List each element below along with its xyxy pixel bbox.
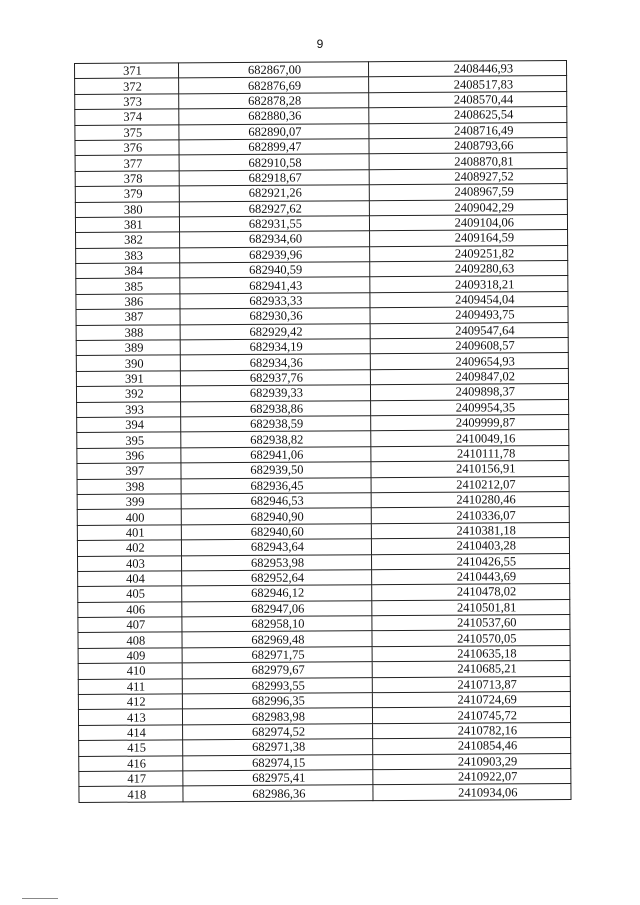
x-coordinate-cell: 682929,42: [180, 323, 370, 340]
point-number-cell: 378: [75, 171, 179, 187]
point-number-cell: 387: [76, 309, 180, 325]
x-coordinate-cell: 682910,58: [179, 154, 369, 171]
y-coordinate-cell: 2408967,59: [369, 184, 567, 201]
point-number-cell: 373: [75, 94, 179, 110]
point-number-cell: 380: [75, 201, 179, 217]
x-coordinate-cell: 682952,64: [182, 570, 372, 587]
x-coordinate-cell: 682933,33: [180, 293, 370, 310]
x-coordinate-cell: 682953,98: [182, 554, 372, 571]
x-coordinate-cell: 682934,19: [180, 339, 370, 356]
point-number-cell: 406: [78, 602, 182, 618]
x-coordinate-cell: 682939,96: [180, 246, 370, 263]
x-coordinate-cell: 682993,55: [182, 677, 372, 694]
y-coordinate-cell: 2409847,02: [370, 368, 568, 385]
x-coordinate-cell: 682943,64: [181, 539, 371, 556]
x-coordinate-cell: 682947,06: [182, 600, 372, 617]
y-coordinate-cell: 2410685,21: [372, 661, 570, 678]
y-coordinate-cell: 2410922,07: [373, 768, 571, 785]
point-number-cell: 385: [76, 278, 180, 294]
y-coordinate-cell: 2410280,46: [371, 491, 569, 508]
y-coordinate-cell: 2409493,75: [370, 307, 568, 324]
point-number-cell: 375: [75, 124, 179, 140]
x-coordinate-cell: 682974,15: [183, 754, 373, 771]
y-coordinate-cell: 2410903,29: [373, 753, 571, 770]
x-coordinate-cell: 682878,28: [179, 92, 369, 109]
point-number-cell: 414: [79, 725, 183, 741]
point-number-cell: 405: [78, 586, 182, 602]
x-coordinate-cell: 682938,82: [181, 431, 371, 448]
point-number-cell: 374: [75, 109, 179, 125]
y-coordinate-cell: 2410501,81: [372, 599, 570, 616]
x-coordinate-cell: 682979,67: [182, 662, 372, 679]
point-number-cell: 384: [76, 263, 180, 279]
x-coordinate-cell: 682939,50: [181, 462, 371, 479]
y-coordinate-cell: 2408625,54: [369, 107, 567, 124]
coordinates-table: [74, 60, 572, 803]
y-coordinate-cell: 2409104,06: [369, 214, 567, 231]
x-coordinate-cell: 682938,86: [181, 400, 371, 417]
y-coordinate-cell: 2409454,04: [370, 291, 568, 308]
point-number-cell: 398: [77, 478, 181, 494]
x-coordinate-cell: 682940,90: [181, 508, 371, 525]
point-number-cell: 417: [79, 771, 183, 787]
y-coordinate-cell: 2410724,69: [372, 691, 570, 708]
y-coordinate-cell: 2410111,78: [371, 445, 569, 462]
y-coordinate-cell: 2409164,59: [370, 230, 568, 247]
y-coordinate-cell: 2410537,60: [372, 615, 570, 632]
point-number-cell: 407: [78, 617, 182, 633]
point-number-cell: 416: [79, 755, 183, 771]
y-coordinate-cell: 2408793,66: [369, 137, 567, 154]
x-coordinate-cell: 682971,38: [183, 739, 373, 756]
x-coordinate-cell: 682996,35: [182, 693, 372, 710]
x-coordinate-cell: 682986,36: [183, 785, 373, 802]
x-coordinate-cell: 682938,59: [181, 416, 371, 433]
point-number-cell: 418: [79, 786, 183, 802]
y-coordinate-cell: 2409999,87: [371, 414, 569, 431]
y-coordinate-cell: 2409608,57: [370, 338, 568, 355]
x-coordinate-cell: 682946,53: [181, 493, 371, 510]
y-coordinate-cell: 2410336,07: [371, 507, 569, 524]
point-number-cell: 404: [78, 571, 182, 587]
y-coordinate-cell: 2410635,18: [372, 645, 570, 662]
point-number-cell: 386: [76, 294, 180, 310]
x-coordinate-cell: 682876,69: [179, 77, 369, 94]
y-coordinate-cell: 2410381,18: [371, 522, 569, 539]
point-number-cell: 395: [77, 432, 181, 448]
y-coordinate-cell: 2410745,72: [372, 707, 570, 724]
y-coordinate-cell: 2408870,81: [369, 153, 567, 170]
x-coordinate-cell: 682946,12: [182, 585, 372, 602]
y-coordinate-cell: 2408517,83: [369, 76, 567, 93]
x-coordinate-cell: 682890,07: [179, 123, 369, 140]
y-coordinate-cell: 2410713,87: [372, 676, 570, 693]
y-coordinate-cell: 2409547,64: [370, 322, 568, 339]
x-coordinate-cell: 682930,36: [180, 308, 370, 325]
y-coordinate-cell: 2410403,28: [371, 538, 569, 555]
x-coordinate-cell: 682983,98: [182, 708, 372, 725]
y-coordinate-cell: 2410212,07: [371, 476, 569, 493]
point-number-cell: 392: [76, 386, 180, 402]
point-number-cell: 415: [79, 740, 183, 756]
point-number-cell: 381: [75, 217, 179, 233]
y-coordinate-cell: 2410570,05: [372, 630, 570, 647]
x-coordinate-cell: 682927,62: [179, 200, 369, 217]
point-number-cell: 377: [75, 155, 179, 171]
point-number-cell: 383: [76, 248, 180, 264]
x-coordinate-cell: 682974,52: [183, 723, 373, 740]
y-coordinate-cell: 2408927,52: [369, 168, 567, 185]
x-coordinate-cell: 682936,45: [181, 477, 371, 494]
x-coordinate-cell: 682937,76: [180, 370, 370, 387]
x-coordinate-cell: 682931,55: [179, 216, 369, 233]
point-number-cell: 402: [77, 540, 181, 556]
x-coordinate-cell: 682934,36: [180, 354, 370, 371]
y-coordinate-cell: 2410426,55: [372, 553, 570, 570]
y-coordinate-cell: 2409898,37: [370, 384, 568, 401]
x-coordinate-cell: 682918,67: [179, 169, 369, 186]
page-number: 9: [316, 37, 324, 51]
point-number-cell: 408: [78, 632, 182, 648]
y-coordinate-cell: 2410156,91: [371, 461, 569, 478]
point-number-cell: 411: [78, 678, 182, 694]
y-coordinate-cell: 2410934,06: [373, 784, 571, 801]
x-coordinate-cell: 682939,33: [180, 385, 370, 402]
y-coordinate-cell: 2410478,02: [372, 584, 570, 601]
x-coordinate-cell: 682934,60: [180, 231, 370, 248]
point-number-cell: 382: [76, 232, 180, 248]
point-number-cell: 371: [75, 63, 179, 79]
x-coordinate-cell: 682880,36: [179, 108, 369, 125]
y-coordinate-cell: 2409251,82: [370, 245, 568, 262]
x-coordinate-cell: 682971,75: [182, 647, 372, 664]
coordinates-table-body: [75, 60, 572, 802]
point-number-cell: 376: [75, 140, 179, 156]
y-coordinate-cell: 2408716,49: [369, 122, 567, 139]
y-coordinate-cell: 2409318,21: [370, 276, 568, 293]
x-coordinate-cell: 682940,59: [180, 262, 370, 279]
x-coordinate-cell: 682975,41: [183, 770, 373, 787]
x-coordinate-cell: 682867,00: [179, 62, 369, 79]
point-number-cell: 412: [78, 694, 182, 710]
point-number-cell: 390: [76, 355, 180, 371]
y-coordinate-cell: 2408570,44: [369, 91, 567, 108]
point-number-cell: 403: [78, 555, 182, 571]
point-number-cell: 409: [78, 648, 182, 664]
x-coordinate-cell: 682958,10: [182, 616, 372, 633]
y-coordinate-cell: 2409954,35: [371, 399, 569, 416]
y-coordinate-cell: 2410049,16: [371, 430, 569, 447]
x-coordinate-cell: 682921,26: [179, 185, 369, 202]
x-coordinate-cell: 682941,06: [181, 446, 371, 463]
y-coordinate-cell: 2408446,93: [368, 60, 566, 77]
point-number-cell: 393: [77, 401, 181, 417]
y-coordinate-cell: 2410443,69: [372, 568, 570, 585]
x-coordinate-cell: 682941,43: [180, 277, 370, 294]
y-coordinate-cell: 2409280,63: [370, 261, 568, 278]
footer-mark: [22, 898, 58, 899]
point-number-cell: 413: [78, 709, 182, 725]
point-number-cell: 394: [77, 417, 181, 433]
x-coordinate-cell: 682940,60: [181, 523, 371, 540]
point-number-cell: 389: [76, 340, 180, 356]
point-number-cell: 391: [76, 371, 180, 387]
point-number-cell: 399: [77, 494, 181, 510]
point-number-cell: 400: [77, 509, 181, 525]
point-number-cell: 372: [75, 78, 179, 94]
x-coordinate-cell: 682969,48: [182, 631, 372, 648]
table-row: [79, 784, 571, 802]
point-number-cell: 379: [75, 186, 179, 202]
y-coordinate-cell: 2410854,46: [373, 738, 571, 755]
y-coordinate-cell: 2410782,16: [373, 722, 571, 739]
point-number-cell: 388: [76, 324, 180, 340]
point-number-cell: 410: [78, 663, 182, 679]
point-number-cell: 396: [77, 448, 181, 464]
point-number-cell: 401: [77, 525, 181, 541]
y-coordinate-cell: 2409654,93: [370, 353, 568, 370]
point-number-cell: 397: [77, 463, 181, 479]
x-coordinate-cell: 682899,47: [179, 139, 369, 156]
y-coordinate-cell: 2409042,29: [369, 199, 567, 216]
